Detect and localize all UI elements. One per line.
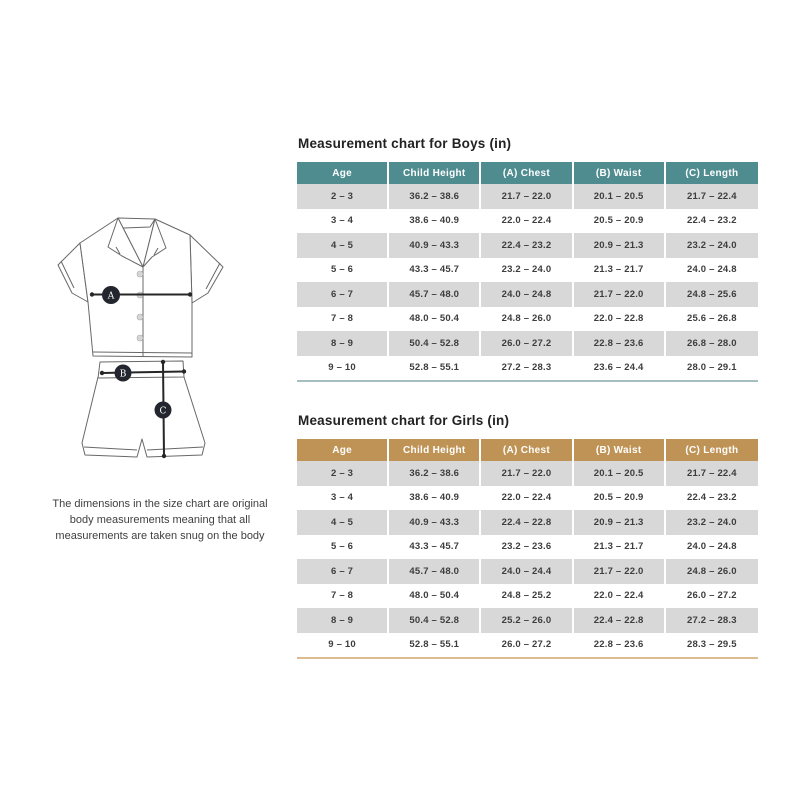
table-cell: 24.8 – 25.6 xyxy=(666,282,758,307)
table-cell: 21.7 – 22.0 xyxy=(481,461,573,486)
table-cell: 24.8 – 26.0 xyxy=(481,307,573,332)
table-cell: 48.0 – 50.4 xyxy=(389,584,481,609)
table-cell: 23.2 – 24.0 xyxy=(666,233,758,258)
table-row xyxy=(297,510,758,535)
column-header: Child Height xyxy=(389,162,481,184)
table-cell: 48.0 – 50.4 xyxy=(389,307,481,332)
marker-b-letter: B xyxy=(119,369,127,380)
table-cell: 20.5 – 20.9 xyxy=(574,486,666,511)
table-row xyxy=(297,486,758,511)
column-header: (C) Length xyxy=(666,439,758,461)
pajama-illustration xyxy=(40,205,290,485)
table-cell: 24.8 – 26.0 xyxy=(666,559,758,584)
table-cell: 52.8 – 55.1 xyxy=(389,356,481,381)
table-cell: 24.0 – 24.4 xyxy=(481,559,573,584)
table-cell: 20.1 – 20.5 xyxy=(574,461,666,486)
table-row xyxy=(297,356,758,381)
table-cell: 22.0 – 22.4 xyxy=(481,486,573,511)
table-cell: 4 – 5 xyxy=(297,233,389,258)
table-cell: 21.7 – 22.0 xyxy=(481,184,573,209)
table-row xyxy=(297,184,758,209)
table-cell: 27.2 – 28.3 xyxy=(666,608,758,633)
column-header: (C) Length xyxy=(666,162,758,184)
table-cell: 24.0 – 24.8 xyxy=(666,535,758,560)
table-cell: 9 – 10 xyxy=(297,356,389,381)
table-cell: 43.3 – 45.7 xyxy=(389,535,481,560)
column-header: Age xyxy=(297,162,389,184)
header-row xyxy=(297,162,758,184)
table-cell: 28.0 – 29.1 xyxy=(666,356,758,381)
table-cell: 22.0 – 22.4 xyxy=(481,209,573,234)
table-cell: 27.2 – 28.3 xyxy=(481,356,573,381)
table-cell: 4 – 5 xyxy=(297,510,389,535)
table-cell: 5 – 6 xyxy=(297,535,389,560)
table-cell: 45.7 – 48.0 xyxy=(389,282,481,307)
table-cell: 23.2 – 24.0 xyxy=(666,510,758,535)
caption-line: measurements are taken snug on the body xyxy=(55,530,265,542)
table-cell: 26.0 – 27.2 xyxy=(666,584,758,609)
header-row xyxy=(297,439,758,461)
table-cell: 21.3 – 21.7 xyxy=(574,258,666,283)
column-header: Age xyxy=(297,439,389,461)
table-cell: 26.0 – 27.2 xyxy=(481,331,573,356)
table-cell: 7 – 8 xyxy=(297,584,389,609)
table-cell: 24.0 – 24.8 xyxy=(481,282,573,307)
table-cell: 45.7 – 48.0 xyxy=(389,559,481,584)
table-cell: 21.7 – 22.0 xyxy=(574,559,666,584)
table-cell: 8 – 9 xyxy=(297,331,389,356)
shirt-button xyxy=(137,314,143,320)
table-cell: 21.7 – 22.4 xyxy=(666,184,758,209)
table-row xyxy=(297,633,758,658)
table-cell: 36.2 – 38.6 xyxy=(389,461,481,486)
table-cell: 40.9 – 43.3 xyxy=(389,233,481,258)
table-row xyxy=(297,307,758,332)
table-cell: 50.4 – 52.8 xyxy=(389,608,481,633)
size-chart-caption xyxy=(24,496,296,544)
column-header: (B) Waist xyxy=(574,162,666,184)
caption-line: The dimensions in the size chart are original xyxy=(52,498,268,510)
table-cell: 40.9 – 43.3 xyxy=(389,510,481,535)
marker-c-letter: C xyxy=(159,406,167,417)
table-cell: 22.4 – 23.2 xyxy=(481,233,573,258)
table-cell: 7 – 8 xyxy=(297,307,389,332)
table-row xyxy=(297,282,758,307)
boys-section xyxy=(297,136,758,382)
table-cell: 22.8 – 23.6 xyxy=(574,331,666,356)
table-cell: 8 – 9 xyxy=(297,608,389,633)
boys-table-title: Measurement chart for Boys (in) xyxy=(298,136,512,151)
shirt-button xyxy=(137,271,143,277)
table-cell: 3 – 4 xyxy=(297,486,389,511)
table-cell: 20.9 – 21.3 xyxy=(574,510,666,535)
pajama-shorts-drawing xyxy=(82,361,205,457)
table-row xyxy=(297,233,758,258)
table-cell: 22.8 – 23.6 xyxy=(574,633,666,658)
table-cell: 20.5 – 20.9 xyxy=(574,209,666,234)
table-cell: 3 – 4 xyxy=(297,209,389,234)
table-cell: 23.2 – 24.0 xyxy=(481,258,573,283)
table-cell: 6 – 7 xyxy=(297,559,389,584)
column-header: (A) Chest xyxy=(481,439,573,461)
table-cell: 22.4 – 22.8 xyxy=(574,608,666,633)
pajama-shirt-drawing xyxy=(58,218,223,357)
table-cell: 28.3 – 29.5 xyxy=(666,633,758,658)
girls-size-table xyxy=(297,439,758,659)
table-row xyxy=(297,258,758,283)
table-cell: 26.8 – 28.0 xyxy=(666,331,758,356)
table-cell: 52.8 – 55.1 xyxy=(389,633,481,658)
table-cell: 23.2 – 23.6 xyxy=(481,535,573,560)
table-row xyxy=(297,535,758,560)
table-cell: 26.0 – 27.2 xyxy=(481,633,573,658)
table-cell: 21.7 – 22.0 xyxy=(574,282,666,307)
table-cell: 43.3 – 45.7 xyxy=(389,258,481,283)
table-cell: 22.4 – 23.2 xyxy=(666,209,758,234)
marker-a-letter: A xyxy=(107,291,115,302)
table-cell: 2 – 3 xyxy=(297,461,389,486)
table-cell: 24.8 – 25.2 xyxy=(481,584,573,609)
column-header: Child Height xyxy=(389,439,481,461)
caption-line: body measurements meaning that all xyxy=(69,514,251,526)
column-header: (B) Waist xyxy=(574,439,666,461)
girls-table-title: Measurement chart for Girls (in) xyxy=(298,413,510,428)
column-header: (A) Chest xyxy=(481,162,573,184)
table-cell: 50.4 – 52.8 xyxy=(389,331,481,356)
table-cell: 22.0 – 22.8 xyxy=(574,307,666,332)
table-row xyxy=(297,209,758,234)
table-cell: 22.4 – 23.2 xyxy=(666,486,758,511)
table-cell: 24.0 – 24.8 xyxy=(666,258,758,283)
shirt-button xyxy=(137,335,143,341)
table-row xyxy=(297,608,758,633)
table-cell: 21.3 – 21.7 xyxy=(574,535,666,560)
table-row xyxy=(297,461,758,486)
table-row xyxy=(297,559,758,584)
table-cell: 22.4 – 22.8 xyxy=(481,510,573,535)
table-cell: 20.9 – 21.3 xyxy=(574,233,666,258)
table-cell: 21.7 – 22.4 xyxy=(666,461,758,486)
table-cell: 9 – 10 xyxy=(297,633,389,658)
table-cell: 20.1 – 20.5 xyxy=(574,184,666,209)
table-row xyxy=(297,584,758,609)
boys-size-table xyxy=(297,162,758,382)
table-cell: 25.2 – 26.0 xyxy=(481,608,573,633)
table-cell: 36.2 – 38.6 xyxy=(389,184,481,209)
table-cell: 2 – 3 xyxy=(297,184,389,209)
table-cell: 5 – 6 xyxy=(297,258,389,283)
table-cell: 22.0 – 22.4 xyxy=(574,584,666,609)
table-cell: 38.6 – 40.9 xyxy=(389,486,481,511)
table-cell: 25.6 – 26.8 xyxy=(666,307,758,332)
table-cell: 38.6 – 40.9 xyxy=(389,209,481,234)
table-cell: 6 – 7 xyxy=(297,282,389,307)
table-row xyxy=(297,331,758,356)
table-cell: 23.6 – 24.4 xyxy=(574,356,666,381)
girls-section xyxy=(297,413,758,659)
